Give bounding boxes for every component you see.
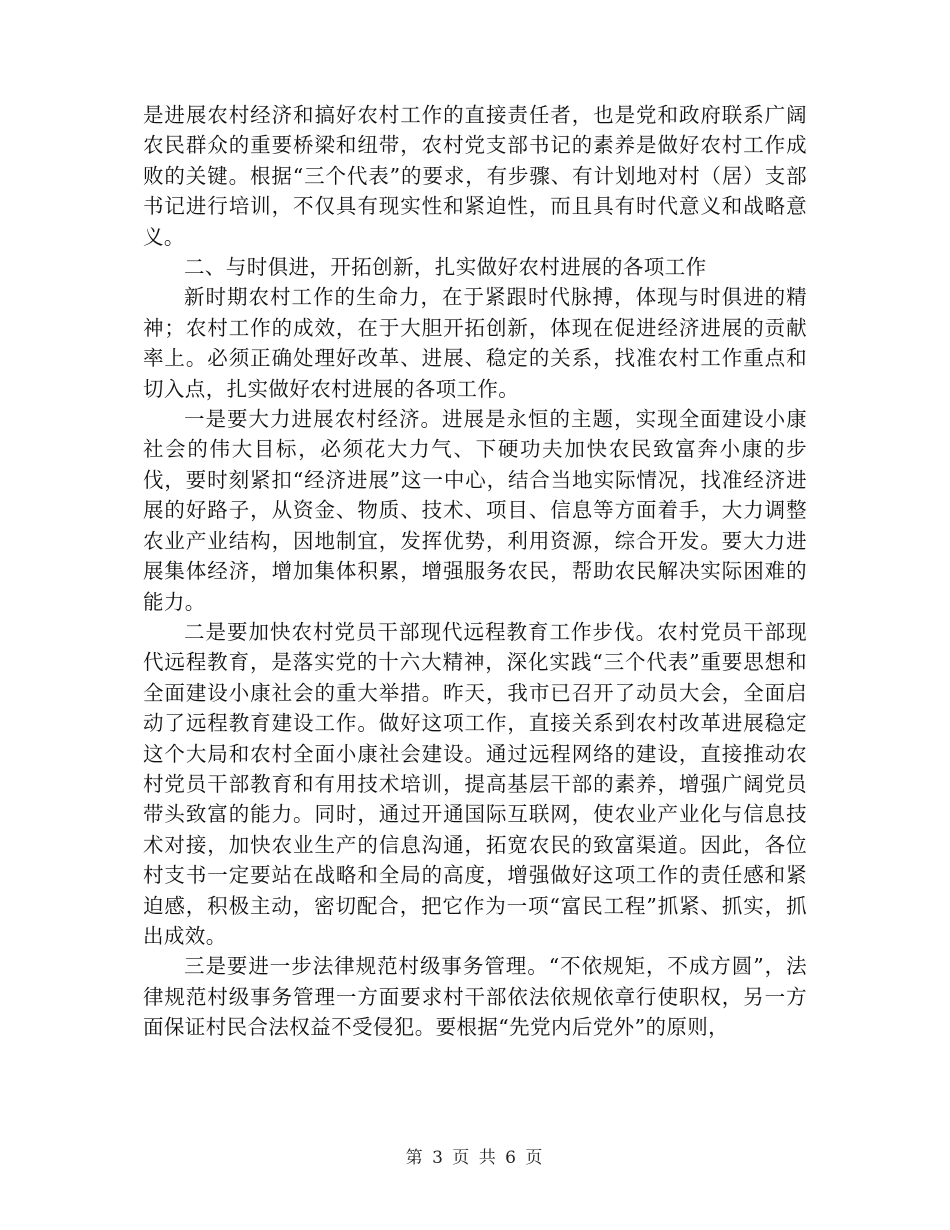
paragraph-1: 是进展农村经济和搞好农村工作的直接责任者，也是党和政府联系广阔农民群众的重要桥梁和纽带，农村党支部书记的素养是做好农村工作成败的关键。根据“三个代表”的要求，有步骤、有计划地对村（居）支部书记进行培训，不仅具有现实性和紧迫性，而且具有时代意义和战略意义。 [143,103,807,249]
page-footer: 第 3 页 共 6 页 [405,1148,545,1168]
paragraph-6: 三是要进一步法律规范村级事务管理。“不依规矩，不成方圆”，法律规范村级事务管理一方面要求村干部依法依规依章行使职权，另一方面保证村民合法权益不受侵犯。要根据“先党内后党外”的原则， [143,954,807,1040]
paragraph-5: 二是要加快农村党员干部现代远程教育工作步伐。农村党员干部现代远程教育，是落实党的十六大精神，深化实践“三个代表”重要思想和全面建设小康社会的重大举措。昨天，我市已召开了动员大会，全面启动了远程教育建设工作。做好这项工作，直接关系到农村改革进展稳定这个大局和农村全面小康社会建设。通过远程网络的建设，直接推动农村党员干部教育和有用技术培训，提高基层干部的素养，增强广阔党员带头致富的能力。同时，通过开通国际互联网，使农业产业化与信息技术对接，加快农业生产的信息沟通，拓宽农民的致富渠道。因此，各位村支书一定要站在战略和全局的高度，增强做好这项工作的责任感和紧迫感，积极主动，密切配合，把它作为一项“富民工程”抓紧、抓实，抓出成效。 [143,619,807,948]
paragraph-3: 新时期农村工作的生命力，在于紧跟时代脉搏，体现与时俱进的精神；农村工作的成效，在于大胆开拓创新，体现在促进经济进展的贡献率上。必须正确处理好改革、进展、稳定的关系，找准农村工作重点和切入点，扎实做好农村进展的各项工作。 [143,285,807,401]
paragraph-4: 一是要大力进展农村经济。进展是永恒的主题，实现全面建设小康社会的伟大目标，必须花大力气、下硬功夫加快农民致富奔小康的步伐，要时刻紧扣“经济进展”这一中心，结合当地实际情况，找准经济进展的好路子，从资金、物质、技术、项目、信息等方面着手，大力调整农业产业结构，因地制宜，发挥优势，利用资源，综合开发。要大力进展集体经济，增加集体积累，增强服务农民，帮助农民解决实际困难的能力。 [143,407,807,614]
section-heading: 二、与时俱进，开拓创新，扎实做好农村进展的各项工作 [184,255,707,280]
document-body [143,100,807,1043]
